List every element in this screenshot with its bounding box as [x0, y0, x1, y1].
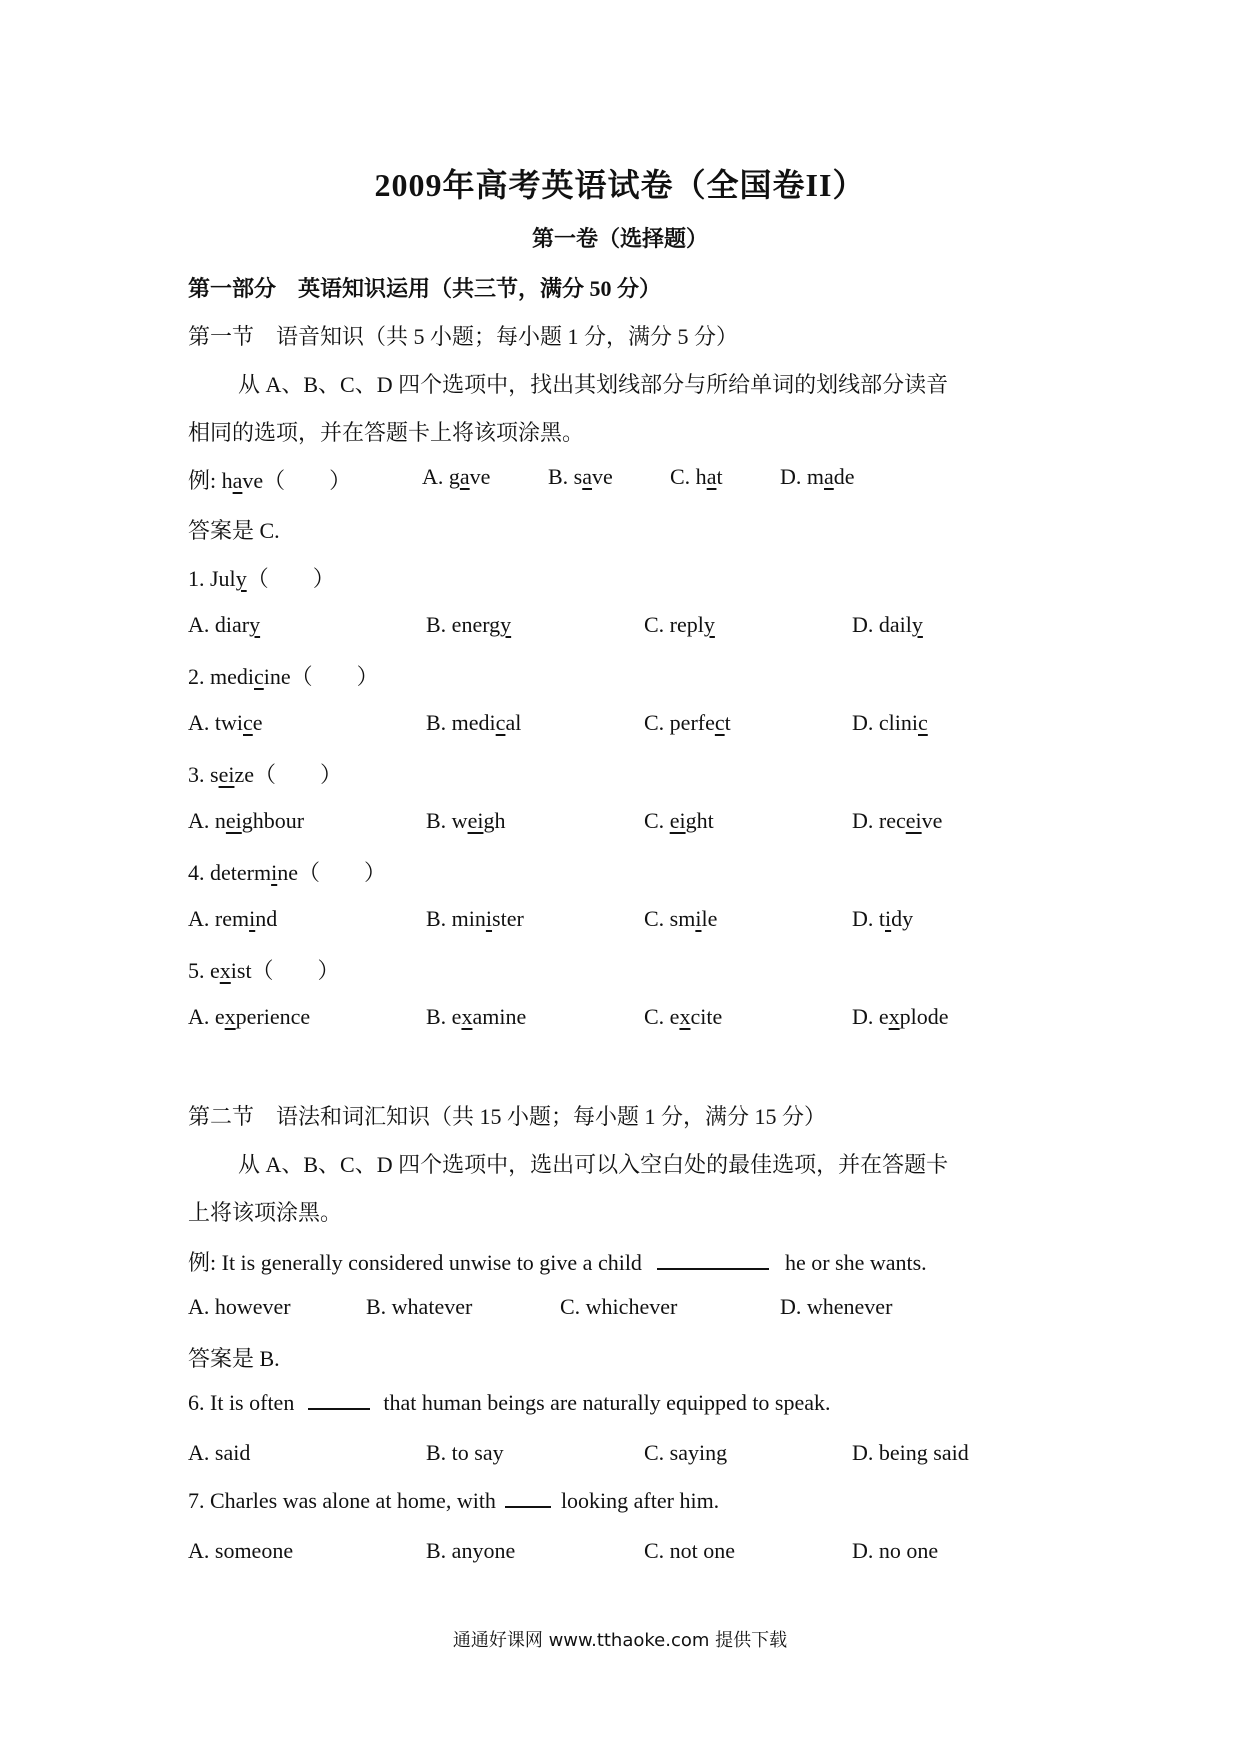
q4-option-d: D. tidy	[852, 906, 914, 931]
q4-option-c: C. smile	[644, 906, 718, 931]
q6-option-c: C. saying	[644, 1440, 728, 1465]
answer-blank	[308, 1406, 370, 1410]
example-option-d: D. made	[780, 464, 855, 489]
example2-option-a: A. however	[188, 1294, 291, 1319]
example2-option-c: C. whichever	[560, 1294, 678, 1319]
section1-instruction-line2: 相同的选项，并在答题卡上将该项涂黑。	[188, 420, 585, 445]
section2-example: 例: It is generally considered unwise to give a child he or she wants.	[188, 1250, 927, 1275]
q7-option-b: B. anyone	[426, 1538, 516, 1563]
section2-instruction-line1: 从 A、B、C、D 四个选项中，选出可以入空白处的最佳选项，并在答题卡	[238, 1152, 949, 1177]
answer-blank	[657, 1266, 769, 1270]
q2-option-b: B. medical	[426, 710, 522, 735]
question-4: 4. determine（ ）	[188, 860, 386, 885]
q3-option-b: B. weigh	[426, 808, 506, 833]
q6-option-a: A. said	[188, 1440, 251, 1465]
page-footer: 通通好课网 www.tthaoke.com 提供下载	[452, 1630, 788, 1651]
q1-option-b: B. energy	[426, 612, 512, 637]
example-answer: 答案是 C.	[188, 518, 280, 543]
example-option-b: B. save	[548, 464, 613, 489]
q2-option-d: D. clinic	[852, 710, 928, 735]
question-6: 6. It is often that human beings are naturally equipped to speak.	[188, 1390, 831, 1415]
example2-option-d: D. whenever	[780, 1294, 893, 1319]
q3-option-a: A. neighbour	[188, 808, 305, 833]
q2-option-c: C. perfect	[644, 710, 731, 735]
section2-example-answer: 答案是 B.	[188, 1346, 280, 1371]
q7-option-d: D. no one	[852, 1538, 939, 1563]
example-option-a: A. gave	[422, 464, 491, 489]
question-5: 5. exist（ ）	[188, 958, 340, 983]
example-option-c: C. hat	[670, 464, 723, 489]
q5-option-b: B. examine	[426, 1004, 527, 1029]
q4-option-a: A. remind	[188, 906, 278, 931]
q1-option-c: C. reply	[644, 612, 715, 637]
q5-option-d: D. explode	[852, 1004, 949, 1029]
question-2: 2. medicine（ ）	[188, 664, 379, 689]
question-1: 1. July（ ）	[188, 566, 335, 591]
section2-heading: 第二节 语法和词汇知识（共 15 小题；每小题 1 分，满分 15 分）	[188, 1104, 827, 1129]
q7-option-a: A. someone	[188, 1538, 294, 1563]
answer-blank	[505, 1504, 551, 1508]
q4-option-b: B. minister	[426, 906, 524, 931]
q5-option-c: C. excite	[644, 1004, 723, 1029]
q1-option-d: D. daily	[852, 612, 923, 637]
q3-option-c: C. eight	[644, 808, 714, 833]
section1-instruction-line1: 从 A、B、C、D 四个选项中，找出其划线部分与所给单词的划线部分读音	[238, 372, 949, 397]
q6-option-b: B. to say	[426, 1440, 504, 1465]
q5-option-a: A. experience	[188, 1004, 311, 1029]
q6-option-d: D. being said	[852, 1440, 969, 1465]
q2-option-a: A. twice	[188, 710, 263, 735]
q3-option-d: D. receive	[852, 808, 943, 833]
q1-option-a: A. diary	[188, 612, 261, 637]
example-question: 例: have（ ）	[188, 468, 352, 493]
q7-option-c: C. not one	[644, 1538, 736, 1563]
part-heading: 第一部分 英语知识运用（共三节，满分 50 分）	[188, 276, 662, 301]
question-7: 7. Charles was alone at home, with looking after him.	[188, 1488, 720, 1513]
section2-instruction-line2: 上将该项涂黑。	[188, 1200, 343, 1225]
question-3: 3. seize（ ）	[188, 762, 342, 787]
example2-option-b: B. whatever	[366, 1294, 473, 1319]
page-title: 2009年高考英语试卷（全国卷II）	[374, 167, 866, 203]
section1-heading: 第一节 语音知识（共 5 小题；每小题 1 分，满分 5 分）	[188, 324, 739, 349]
volume-subtitle: 第一卷（选择题）	[531, 226, 708, 251]
